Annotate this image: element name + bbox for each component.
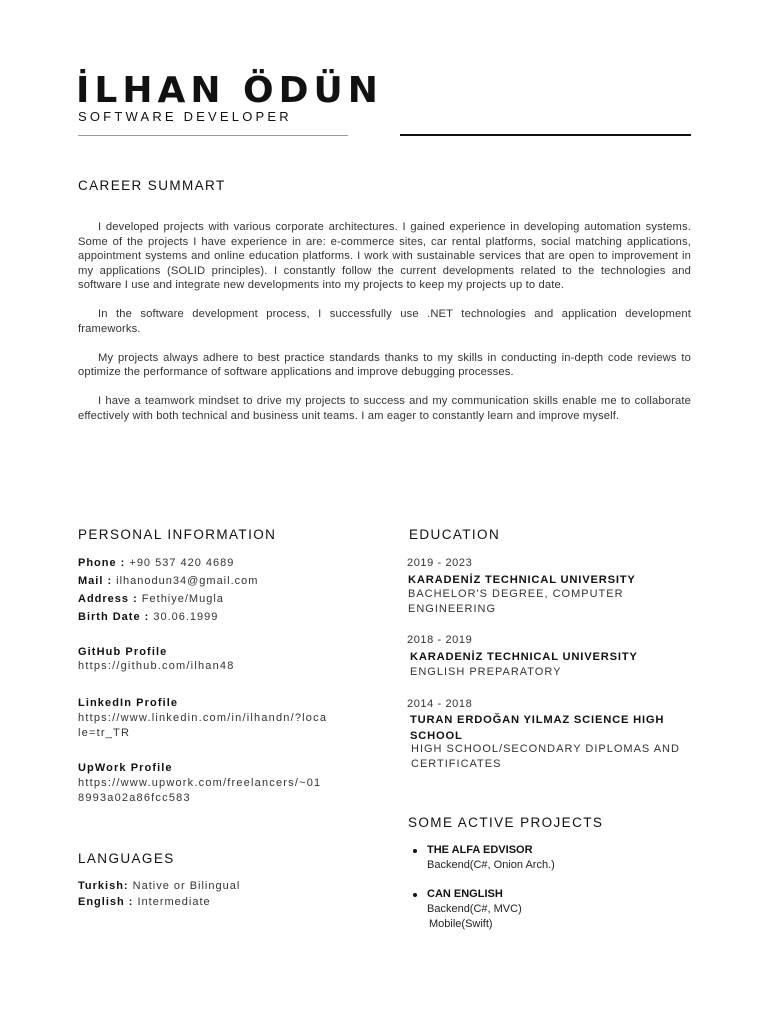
education-years: 2019 - 2023 (407, 557, 473, 569)
education-degree: HIGH SCHOOL/SECONDARY DIPLOMAS AND CERTIFICATES (411, 743, 680, 770)
project-item (427, 887, 522, 932)
language-row (78, 894, 240, 910)
phone-label: Phone : (78, 557, 130, 569)
mail-value: ilhanodun34@gmail.com (116, 575, 259, 587)
language-level: Intermediate (137, 896, 211, 908)
education-degree: ENGLISH PREPARATORY (410, 666, 562, 678)
language-label: English : (78, 896, 138, 908)
upwork-label: UpWork Profile (78, 762, 173, 774)
summary-paragraph: I have a teamwork mindset to drive my projects to success and my communication skills enable me to collaborate effectively with both technical and business unit teams. I am eager to constantly learn and improve myself. (78, 395, 691, 422)
languages-heading: LANGUAGES (78, 851, 175, 866)
summary-paragraph: In the software development process, I successfully use .NET technologies and application development frameworks. (78, 308, 691, 335)
summary-heading: CAREER SUMMART (78, 178, 226, 193)
bullet-icon (413, 893, 417, 897)
education-years: 2018 - 2019 (407, 634, 473, 646)
address-row (78, 590, 258, 608)
project-name: CAN ENGLISH (427, 888, 503, 900)
birth-date-row (78, 608, 258, 626)
bullet-icon (413, 849, 417, 853)
summary-text (78, 220, 691, 438)
linkedin-label: LinkedIn Profile (78, 697, 179, 709)
address-label: Address : (78, 593, 142, 605)
education-heading: EDUCATION (409, 527, 501, 542)
projects-heading: SOME ACTIVE PROJECTS (408, 815, 604, 830)
education-school: KARADENİZ TECHNICAL UNIVERSITY (410, 651, 638, 663)
project-item (427, 843, 555, 873)
header-divider-thick (400, 134, 691, 136)
project-name: THE ALFA EDVISOR (427, 844, 533, 856)
github-link[interactable]: https://github.com/ilhan48 (78, 660, 235, 672)
education-school: KARADENİZ TECHNICAL UNIVERSITY (408, 574, 636, 586)
language-level: Native or Bilingual (128, 880, 241, 892)
project-stack: Backend(C#, MVC) (427, 903, 522, 915)
job-title: SOFTWARE DEVELOPER (78, 109, 292, 124)
summary-paragraph: I developed projects with various corporate architectures. I gained experience in developing automation systems. Some of the projects I have experience in are: e-commerce sites, car rental platforms, social matching applications, appointment systems and online education platforms. I work with sustainable services that are open to improvement in my applications (SOLID principles). I constantly follow the current developments related to the technologies and software I use and integrate new developments into my projects to keep my projects up to date. (78, 221, 691, 291)
personal-fields (78, 554, 258, 626)
mail-label: Mail : (78, 575, 117, 587)
personal-heading: PERSONAL INFORMATION (78, 527, 277, 542)
phone-value: +90 537 420 4689 (129, 557, 235, 569)
github-label: GitHub Profile (78, 646, 168, 658)
education-school: TURAN ERDOĞAN YILMAZ SCIENCE HIGH SCHOOL (410, 714, 665, 742)
phone-row (78, 554, 258, 572)
language-row (78, 878, 240, 894)
upwork-link[interactable]: https://www.upwork.com/freelancers/~018993a02a86fcc583 (78, 777, 322, 804)
education-years: 2014 - 2018 (407, 698, 473, 710)
project-stack: Mobile(Swift) (429, 918, 493, 930)
languages-list (78, 878, 240, 910)
education-degree: BACHELOR'S DEGREE, COMPUTER ENGINEERING (408, 588, 624, 615)
candidate-name: İLHAN ÖDÜN (76, 70, 383, 111)
summary-paragraph: My projects always adhere to best practice standards thanks to my skills in conducting in-depth code reviews to optimize the performance of software applications and improve debugging processes. (78, 351, 691, 378)
birth-date-value: 30.06.1999 (153, 611, 219, 623)
linkedin-link[interactable]: https://www.linkedin.com/in/ilhandn/?locale=tr_TR (78, 712, 328, 739)
project-stack: Backend(C#, Onion Arch.) (427, 859, 555, 871)
birth-date-label: Birth Date : (78, 611, 154, 623)
header-divider-thin (78, 135, 348, 136)
mail-row (78, 572, 258, 590)
language-label: Turkish: (78, 880, 129, 892)
address-value: Fethiye/Mugla (141, 593, 224, 605)
